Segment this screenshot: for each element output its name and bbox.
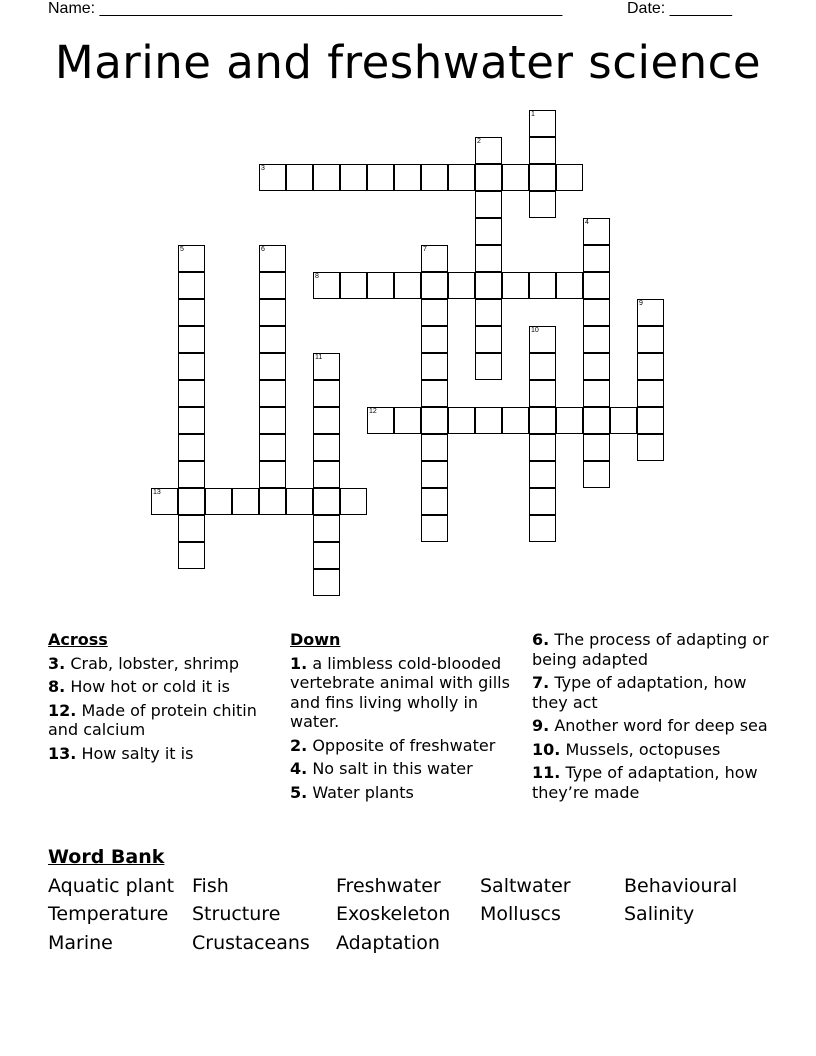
grid-cell[interactable]	[340, 164, 367, 191]
grid-cell[interactable]	[529, 191, 556, 218]
grid-cell[interactable]	[529, 164, 556, 191]
grid-cell[interactable]	[583, 407, 610, 434]
grid-cell[interactable]	[286, 488, 313, 515]
clue-across-12	[48, 701, 273, 740]
word-bank-item: Crustaceans	[192, 932, 310, 954]
grid-cell[interactable]	[475, 137, 502, 164]
grid-cell[interactable]	[475, 164, 502, 191]
clue-text: Another word for deep sea	[554, 716, 768, 735]
grid-cell[interactable]	[259, 245, 286, 272]
clue-down-11	[532, 763, 772, 802]
clue-across-3	[48, 654, 273, 674]
grid-cell[interactable]	[259, 407, 286, 434]
clue-number-label: 10	[531, 327, 539, 334]
grid-cell[interactable]	[367, 272, 394, 299]
grid-cell[interactable]	[421, 515, 448, 542]
clue-number: 8.	[48, 677, 66, 696]
grid-cell[interactable]	[637, 434, 664, 461]
grid-cell[interactable]	[259, 272, 286, 299]
clue-down-10	[532, 740, 772, 760]
clue-down-6	[532, 630, 772, 669]
clue-down-9	[532, 716, 772, 736]
grid-cell[interactable]	[313, 272, 340, 299]
clue-number: 3.	[48, 653, 66, 673]
grid-cell[interactable]	[637, 299, 664, 326]
across-heading: Across	[48, 630, 108, 649]
grid-cell[interactable]	[313, 569, 340, 596]
grid-cell[interactable]	[259, 164, 286, 191]
grid-cell[interactable]	[529, 434, 556, 461]
clue-number: 1.	[290, 653, 308, 673]
grid-cell[interactable]	[421, 299, 448, 326]
grid-cell[interactable]	[556, 272, 583, 299]
grid-cell[interactable]	[394, 272, 421, 299]
grid-cell[interactable]	[448, 164, 475, 191]
grid-cell[interactable]	[583, 380, 610, 407]
grid-cell[interactable]	[475, 191, 502, 218]
grid-cell[interactable]	[178, 488, 205, 515]
grid-cell[interactable]	[475, 245, 502, 272]
grid-cell[interactable]	[448, 272, 475, 299]
clue-number: 11.	[532, 763, 561, 782]
clue-number-label: 11	[315, 354, 323, 361]
grid-cell[interactable]	[313, 164, 340, 191]
clue-number: 7.	[532, 673, 550, 692]
grid-cell[interactable]	[178, 353, 205, 380]
clue-text: Water plants	[312, 782, 414, 802]
grid-cell[interactable]	[637, 326, 664, 353]
word-bank-item: Fish	[192, 875, 229, 897]
grid-cell[interactable]	[421, 353, 448, 380]
down-heading: Down	[290, 630, 341, 649]
clue-number-label: 8	[315, 273, 319, 280]
grid-cell[interactable]	[259, 353, 286, 380]
clue-text: Type of adaptation, how they act	[532, 673, 747, 712]
clue-text: How salty it is	[81, 743, 194, 763]
grid-cell[interactable]	[340, 488, 367, 515]
grid-cell[interactable]	[178, 380, 205, 407]
grid-cell[interactable]	[178, 434, 205, 461]
word-bank-item: Adaptation	[336, 932, 440, 954]
grid-cell[interactable]	[421, 434, 448, 461]
grid-cell[interactable]	[421, 245, 448, 272]
clue-text: a limbless cold-blooded vertebrate animal with gills and fins living wholly in water.	[290, 653, 510, 731]
grid-cell[interactable]	[178, 542, 205, 569]
clue-across-13	[48, 744, 273, 764]
clue-number-label: 12	[369, 408, 377, 415]
grid-cell[interactable]	[421, 326, 448, 353]
grid-cell[interactable]	[529, 110, 556, 137]
clue-number-label: 7	[423, 246, 427, 253]
clue-text: Made of protein chitin and calcium	[48, 700, 257, 739]
grid-cell[interactable]	[232, 488, 259, 515]
clue-text: How hot or cold it is	[70, 677, 230, 696]
grid-cell[interactable]	[367, 164, 394, 191]
grid-cell[interactable]	[259, 326, 286, 353]
grid-cell[interactable]	[151, 488, 178, 515]
clue-text: Mussels, octopuses	[565, 739, 721, 759]
grid-cell[interactable]	[583, 461, 610, 488]
grid-cell[interactable]	[178, 299, 205, 326]
grid-cell[interactable]	[178, 326, 205, 353]
grid-cell[interactable]	[475, 326, 502, 353]
grid-cell[interactable]	[475, 218, 502, 245]
grid-cell[interactable]	[394, 407, 421, 434]
clue-text: Type of adaptation, how they’re made	[532, 763, 758, 802]
clue-number-label: 9	[639, 300, 643, 307]
grid-cell[interactable]	[421, 488, 448, 515]
grid-cell[interactable]	[313, 380, 340, 407]
name-field-line: Name: ____________________________________________________	[48, 0, 563, 17]
clue-down-1	[290, 654, 525, 732]
grid-cell[interactable]	[178, 245, 205, 272]
clue-down-5	[290, 783, 525, 803]
clue-number: 6.	[532, 630, 550, 649]
grid-cell[interactable]	[340, 272, 367, 299]
across-clues	[48, 630, 273, 767]
grid-cell[interactable]	[313, 515, 340, 542]
grid-cell[interactable]	[529, 137, 556, 164]
clue-number: 13.	[48, 743, 77, 763]
grid-cell[interactable]	[259, 461, 286, 488]
grid-cell[interactable]	[529, 461, 556, 488]
grid-cell[interactable]	[502, 272, 529, 299]
grid-cell[interactable]	[583, 245, 610, 272]
grid-cell[interactable]	[313, 353, 340, 380]
clue-text: Crab, lobster, shrimp	[70, 653, 240, 673]
clue-number-label: 2	[477, 138, 481, 145]
clue-number: 10.	[532, 739, 561, 759]
grid-cell[interactable]	[421, 461, 448, 488]
grid-cell[interactable]	[529, 353, 556, 380]
grid-cell[interactable]	[529, 515, 556, 542]
grid-cell[interactable]	[502, 407, 529, 434]
date-field-line: Date: _______	[627, 0, 732, 17]
grid-cell[interactable]	[259, 434, 286, 461]
word-bank-item: Saltwater	[480, 875, 571, 897]
clue-down-2	[290, 736, 525, 756]
page-title: Marine and freshwater science	[54, 36, 762, 89]
clue-number-label: 13	[153, 489, 161, 496]
grid-cell[interactable]	[583, 272, 610, 299]
grid-cell[interactable]	[313, 407, 340, 434]
grid-cell[interactable]	[637, 380, 664, 407]
grid-cell[interactable]	[583, 353, 610, 380]
grid-cell[interactable]	[583, 299, 610, 326]
grid-cell[interactable]	[367, 407, 394, 434]
clue-number-label: 6	[261, 246, 265, 253]
grid-cell[interactable]	[259, 488, 286, 515]
clue-number: 4.	[290, 759, 308, 778]
clue-number-label: 4	[585, 219, 589, 226]
grid-cell[interactable]	[637, 353, 664, 380]
grid-cell[interactable]	[475, 407, 502, 434]
word-bank-item: Freshwater	[336, 875, 441, 897]
down-clues-continued	[532, 630, 772, 806]
grid-cell[interactable]	[394, 164, 421, 191]
clue-across-8	[48, 677, 273, 697]
grid-cell[interactable]	[178, 272, 205, 299]
clue-text: No salt in this water	[312, 759, 473, 778]
grid-cell[interactable]	[421, 380, 448, 407]
word-bank-item: Molluscs	[480, 903, 561, 925]
grid-cell[interactable]	[421, 164, 448, 191]
clue-text: The process of adapting or being adapted	[532, 630, 769, 669]
grid-cell[interactable]	[529, 272, 556, 299]
down-clues	[290, 630, 525, 806]
grid-cell[interactable]	[205, 488, 232, 515]
word-bank-item: Marine	[48, 932, 113, 954]
grid-cell[interactable]	[313, 488, 340, 515]
grid-cell[interactable]	[313, 461, 340, 488]
clue-number: 5.	[290, 782, 308, 802]
grid-cell[interactable]	[259, 380, 286, 407]
grid-cell[interactable]	[583, 434, 610, 461]
grid-cell[interactable]	[583, 218, 610, 245]
grid-cell[interactable]	[529, 380, 556, 407]
grid-cell[interactable]	[286, 164, 313, 191]
grid-cell[interactable]	[610, 407, 637, 434]
grid-cell[interactable]	[475, 299, 502, 326]
word-bank-item: Exoskeleton	[336, 903, 451, 925]
grid-cell[interactable]	[313, 434, 340, 461]
grid-cell[interactable]	[421, 407, 448, 434]
word-bank-item: Aquatic plant	[48, 875, 175, 897]
word-bank-item: Structure	[192, 903, 281, 925]
grid-cell[interactable]	[529, 407, 556, 434]
grid-cell[interactable]	[178, 461, 205, 488]
grid-cell[interactable]	[556, 164, 583, 191]
grid-cell[interactable]	[637, 407, 664, 434]
clue-number-label: 1	[531, 111, 535, 118]
grid-cell[interactable]	[421, 272, 448, 299]
grid-cell[interactable]	[529, 326, 556, 353]
clue-number: 12.	[48, 700, 77, 720]
clue-number-label: 3	[261, 165, 265, 172]
grid-cell[interactable]	[448, 407, 475, 434]
grid-cell[interactable]	[313, 542, 340, 569]
word-bank-item: Temperature	[48, 903, 169, 925]
grid-cell[interactable]	[475, 353, 502, 380]
word-bank-item: Salinity	[624, 903, 695, 925]
word-bank-item: Behavioural	[624, 875, 738, 897]
grid-cell[interactable]	[178, 407, 205, 434]
grid-cell[interactable]	[178, 515, 205, 542]
word-bank-heading: Word Bank	[48, 846, 165, 868]
clue-number: 2.	[290, 735, 308, 755]
clue-down-4	[290, 759, 525, 779]
grid-cell[interactable]	[556, 407, 583, 434]
clue-text: Opposite of freshwater	[312, 735, 496, 755]
grid-cell[interactable]	[529, 488, 556, 515]
clue-number-label: 5	[180, 246, 184, 253]
grid-cell[interactable]	[583, 326, 610, 353]
grid-cell[interactable]	[502, 164, 529, 191]
grid-cell[interactable]	[475, 272, 502, 299]
grid-cell[interactable]	[259, 299, 286, 326]
clue-number: 9.	[532, 716, 550, 735]
clue-down-7	[532, 673, 772, 712]
